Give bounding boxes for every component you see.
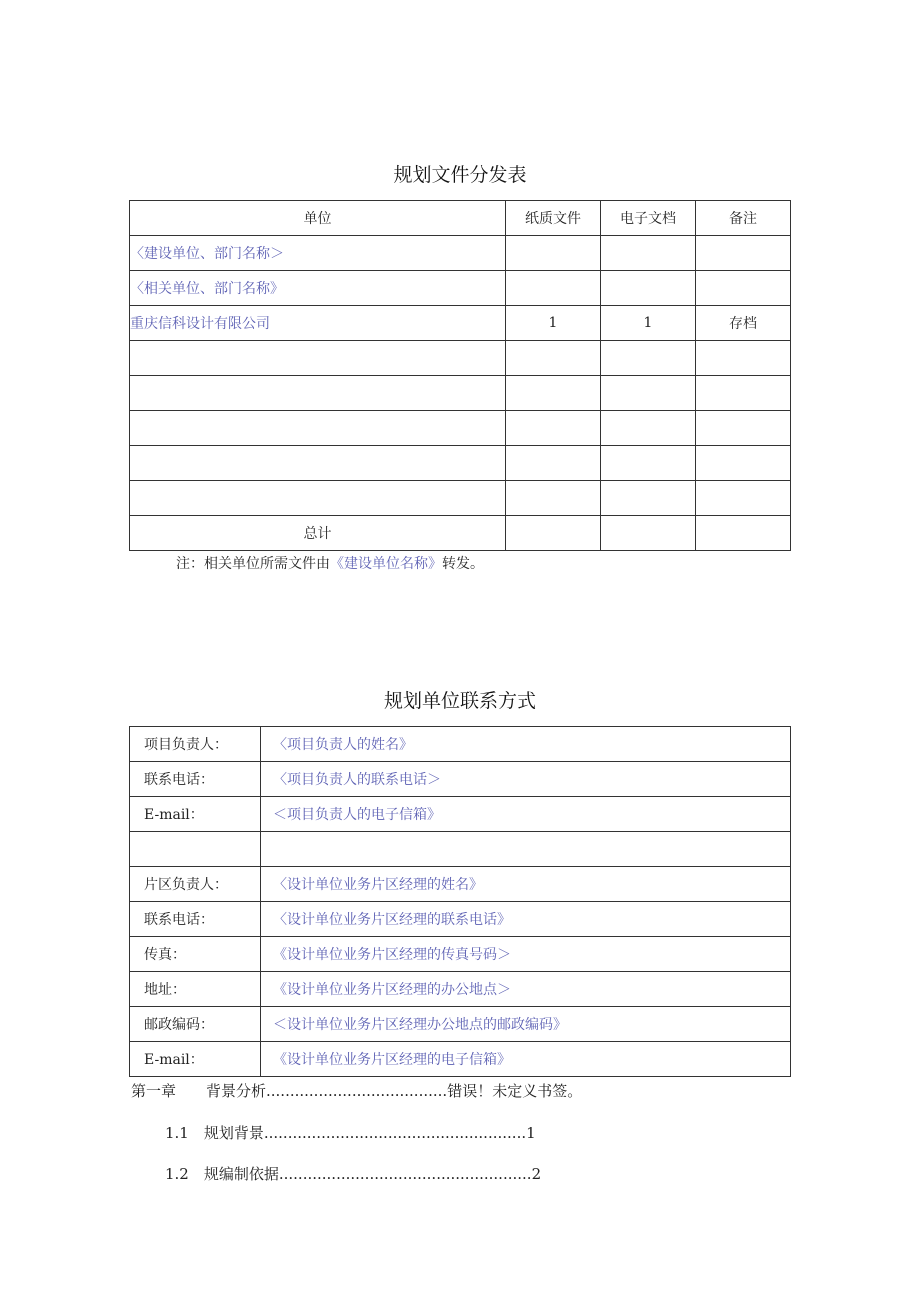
paper-cell [506,411,601,446]
contact-label: E-mail： [130,1042,261,1077]
unit-cell: 〈建设单位、部门名称＞ [130,236,506,271]
contact-label: 联系电话： [130,902,261,937]
remark-cell [696,341,791,376]
header-unit: 单位 [130,201,506,236]
contact-label: 传真： [130,937,261,972]
contact-value: 〈设计单位业务片区经理的姓名》 [261,867,791,902]
distribution-table [129,200,791,551]
contact-value: ＜设计单位业务片区经理办公地点的邮政编码》 [261,1007,791,1042]
paper-cell [506,341,601,376]
contact-value: 《设计单位业务片区经理的办公地点＞ [261,972,791,1007]
note-suffix: 转发。 [442,556,484,572]
contact-label: 地址： [130,972,261,1007]
electronic-cell: 1 [601,306,696,341]
contact-row [130,972,791,1007]
remark-cell [696,446,791,481]
table-header-row [130,201,791,236]
electronic-cell [601,271,696,306]
table-row [130,341,791,376]
contact-table [129,726,791,1077]
contact-value: 〈项目负责人的联系电话＞ [261,762,791,797]
contact-row [130,937,791,972]
note-highlight: 《建设单位名称》 [330,556,442,572]
distribution-title: 规划文件分发表 [393,164,527,186]
remark-cell [696,411,791,446]
contact-row [130,1007,791,1042]
distribution-note [176,553,484,573]
remark-cell [696,236,791,271]
contact-title: 规划单位联系方式 [383,690,536,712]
table-row [130,306,791,341]
remark-cell [696,481,791,516]
electronic-cell [601,236,696,271]
electronic-cell [601,341,696,376]
electronic-cell [601,376,696,411]
total-electronic-cell [601,516,696,551]
electronic-cell [601,446,696,481]
total-label: 总计 [130,516,506,551]
paper-cell [506,271,601,306]
paper-cell [506,376,601,411]
table-row [130,271,791,306]
contact-row [130,902,791,937]
contact-label: 片区负责人： [130,867,261,902]
contact-value: ＜项目负责人的电子信箱》 [261,797,791,832]
contact-label: 联系电话： [130,762,261,797]
contact-row [130,1042,791,1077]
table-row [130,376,791,411]
contact-value: 《设计单位业务片区经理的传真号码＞ [261,937,791,972]
unit-cell [130,376,506,411]
contact-value: 〈项目负责人的姓名》 [261,727,791,762]
unit-cell: 重庆信科设计有限公司 [130,306,506,341]
unit-cell [130,411,506,446]
paper-cell [506,446,601,481]
header-electronic: 电子文档 [601,201,696,236]
contact-label: 邮政编码： [130,1007,261,1042]
toc-item-entry[interactable]: 1.1 规划背景.......................................................1 [165,1124,536,1142]
toc-item-entry[interactable]: 1.2 规编制依据.....................................................2 [165,1165,542,1183]
contact-row [130,797,791,832]
paper-cell [506,481,601,516]
unit-cell [130,341,506,376]
table-row [130,481,791,516]
paper-cell: 1 [506,306,601,341]
remark-cell [696,271,791,306]
contact-label: 项目负责人： [130,727,261,762]
contact-row [130,867,791,902]
header-paper: 纸质文件 [506,201,601,236]
header-remark: 备注 [696,201,791,236]
contact-row [130,762,791,797]
contact-row [130,832,791,867]
contact-label: E-mail： [130,797,261,832]
table-row [130,446,791,481]
total-remark-cell [696,516,791,551]
contact-row [130,727,791,762]
contact-label [130,832,261,867]
total-row [130,516,791,551]
contact-value: 〈设计单位业务片区经理的联系电话》 [261,902,791,937]
total-paper-cell [506,516,601,551]
contact-value: 《设计单位业务片区经理的电子信箱》 [261,1042,791,1077]
table-row [130,236,791,271]
unit-cell [130,446,506,481]
toc-chapter-entry[interactable]: 第一章 背景分析......................................错误！未定义书签。 [131,1082,583,1100]
table-row [130,411,791,446]
contact-value [261,832,791,867]
remark-cell: 存档 [696,306,791,341]
paper-cell [506,236,601,271]
unit-cell [130,481,506,516]
unit-cell: 〈相关单位、部门名称》 [130,271,506,306]
note-prefix: 注：相关单位所需文件由 [176,556,330,572]
electronic-cell [601,481,696,516]
electronic-cell [601,411,696,446]
remark-cell [696,376,791,411]
